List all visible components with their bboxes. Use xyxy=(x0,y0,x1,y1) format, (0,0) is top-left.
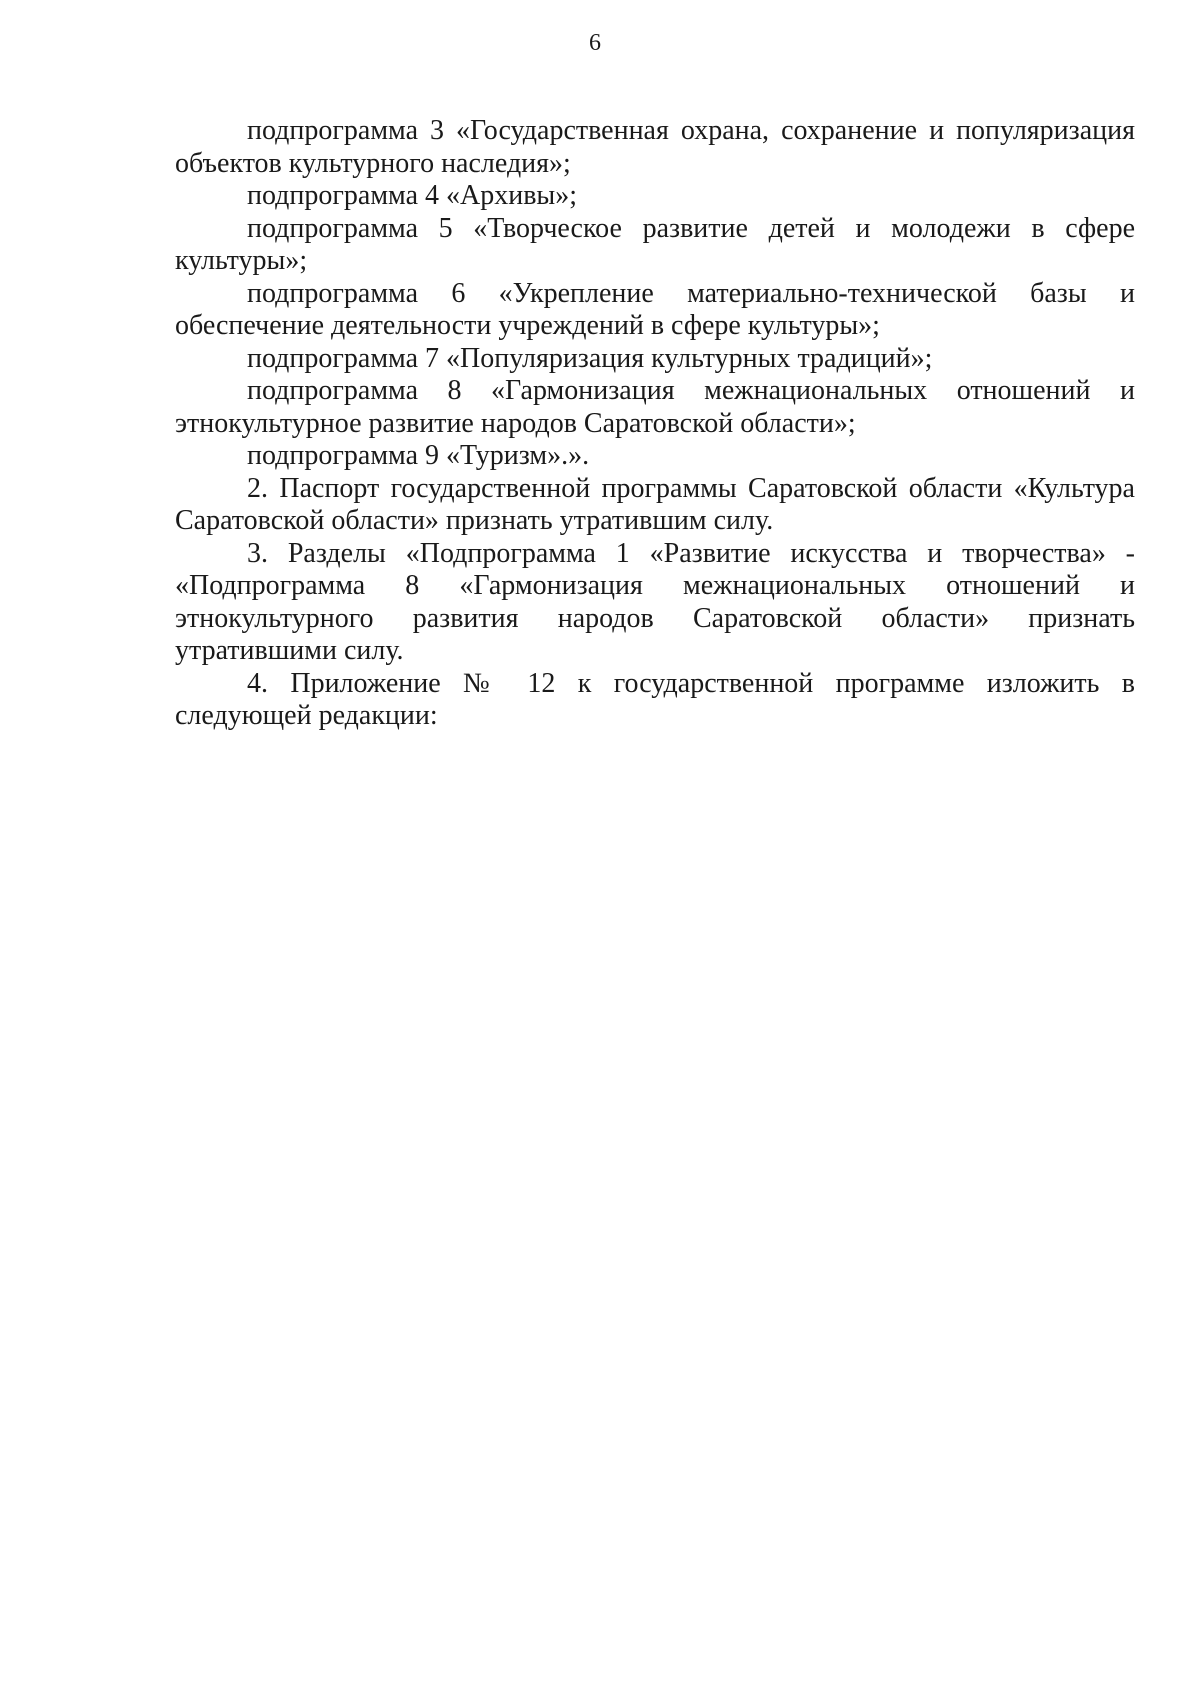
paragraph-item-3: 3. Разделы «Подпрограмма 1 «Развитие искусства и творчества» - «Подпрограмма 8 «Гармонизация межнациональных отношений и этнокультурного развития народов Саратовской области» признать утратившими силу. xyxy=(175,537,1135,666)
page-number: 6 xyxy=(589,30,601,56)
paragraph-subprogram-4: подпрограмма 4 «Архивы»; xyxy=(247,180,578,211)
paragraph-item-4: 4. Приложение № 12 к государственной программе изложить в следующей редакции: xyxy=(175,667,1135,731)
paragraph-subprogram-7: подпрограмма 7 «Популяризация культурных традиций»; xyxy=(247,342,933,374)
paragraph-subprogram-8: подпрограмма 8 «Гармонизация межнациональных отношений и этнокультурное развитие народов Саратовской области»; xyxy=(175,375,1135,439)
document-body xyxy=(175,115,1135,733)
paragraph-subprogram-6: подпрограмма 6 «Укрепление материально-технической базы и обеспечение деятельности учреждений в сфере культуры»; xyxy=(175,277,1135,341)
paragraph-subprogram-9: подпрограмма 9 «Туризм».». xyxy=(247,440,590,471)
paragraph-subprogram-5: подпрограмма 5 «Творческое развитие детей и молодежи в сфере культуры»; xyxy=(175,212,1135,276)
paragraph-subprogram-3: подпрограмма 3 «Государственная охрана, сохранение и популяризация объектов культурного наследия»; xyxy=(175,115,1135,179)
paragraph-item-2: 2. Паспорт государственной программы Саратовской области «Культура Саратовской области» признать утратившим силу. xyxy=(175,472,1135,536)
